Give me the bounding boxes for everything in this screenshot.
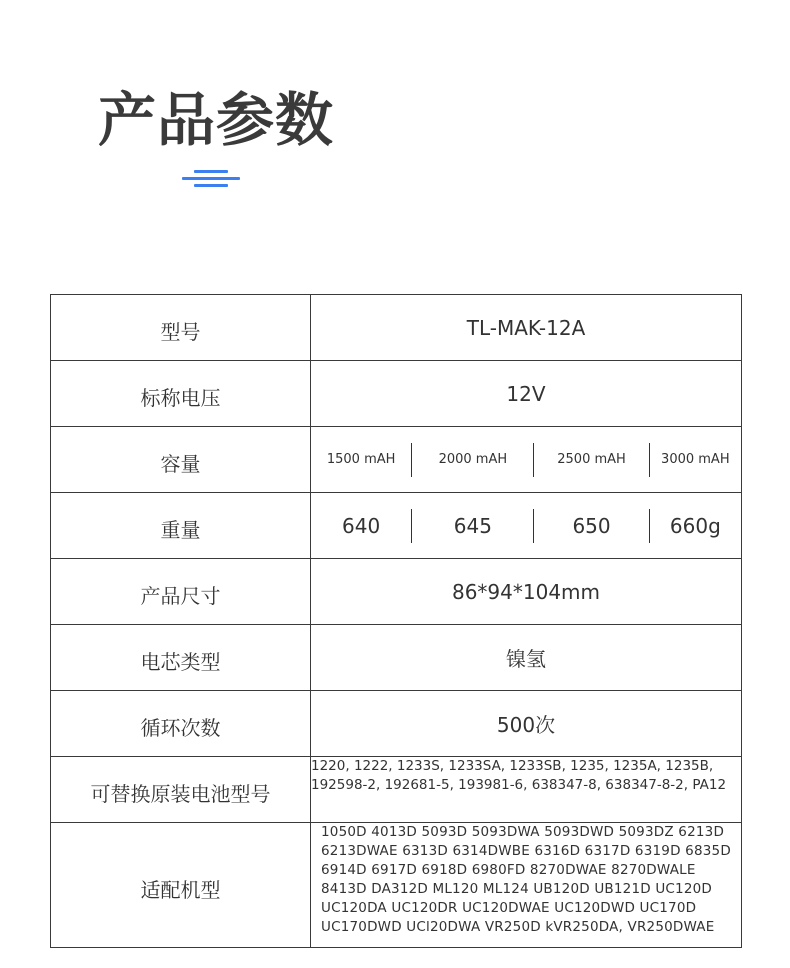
- weight-option: 660g: [649, 509, 741, 543]
- cell-type-label: 电芯类型: [51, 625, 311, 691]
- model-label: 型号: [51, 295, 311, 361]
- cell-type-value: 镍氢: [311, 625, 742, 691]
- title-underline-decoration: [182, 170, 240, 190]
- capacity-values: [311, 427, 742, 493]
- table-row: [51, 691, 742, 757]
- table-row: [51, 757, 742, 823]
- capacity-label: 容量: [51, 427, 311, 493]
- table-row: [51, 427, 742, 493]
- weight-option: 640: [342, 513, 381, 538]
- weight-option: 650: [533, 509, 648, 543]
- capacity-option: 2500 mAH: [533, 443, 648, 477]
- weight-label: 重量: [51, 493, 311, 559]
- page-title: 产品参数: [98, 86, 335, 154]
- compatible-models-label: 适配机型: [51, 823, 311, 948]
- size-label: 产品尺寸: [51, 559, 311, 625]
- table-row: [51, 361, 742, 427]
- table-row: [51, 823, 742, 948]
- model-value: TL-MAK-12A: [311, 295, 742, 361]
- table-row: [51, 559, 742, 625]
- capacity-option: 3000 mAH: [649, 443, 741, 477]
- weight-option: 645: [411, 509, 533, 543]
- compatible-models-value: 1050D 4013D 5093D 5093DWA 5093DWD 5093DZ 6213D 6213DWAE 6313D 6314DWBE 6316D 6317D 6319D 6835D 6914D 6917D 6918D 6980FD 8270DWAE 8270DWALE 8413D DA312D ML120 ML124 UB120D UB121D UC120D UC120DA UC120DR UC120DWAE UC120DWD UC170D UC170DWD UCl20DWA VR250D kVR250DA, VR250DWAE: [311, 823, 742, 948]
- cycles-value: 500次: [311, 691, 742, 757]
- table-row: [51, 295, 742, 361]
- capacity-option: 1500 mAH: [326, 452, 396, 467]
- weight-values: [311, 493, 742, 559]
- capacity-option: 2000 mAH: [411, 443, 533, 477]
- replacement-models-label: 可替换原装电池型号: [51, 757, 311, 823]
- table-row: [51, 625, 742, 691]
- voltage-label: 标称电压: [51, 361, 311, 427]
- replacement-models-value: 1220, 1222, 1233S, 1233SA, 1233SB, 1235, 1235A, 1235B, 192598-2, 192681-5, 193981-6, 638347-8, 638347-8-2, PA12: [311, 757, 742, 823]
- table-row: [51, 493, 742, 559]
- cycles-label: 循环次数: [51, 691, 311, 757]
- spec-table: [50, 294, 742, 948]
- voltage-value: 12V: [311, 361, 742, 427]
- size-value: 86*94*104mm: [311, 559, 742, 625]
